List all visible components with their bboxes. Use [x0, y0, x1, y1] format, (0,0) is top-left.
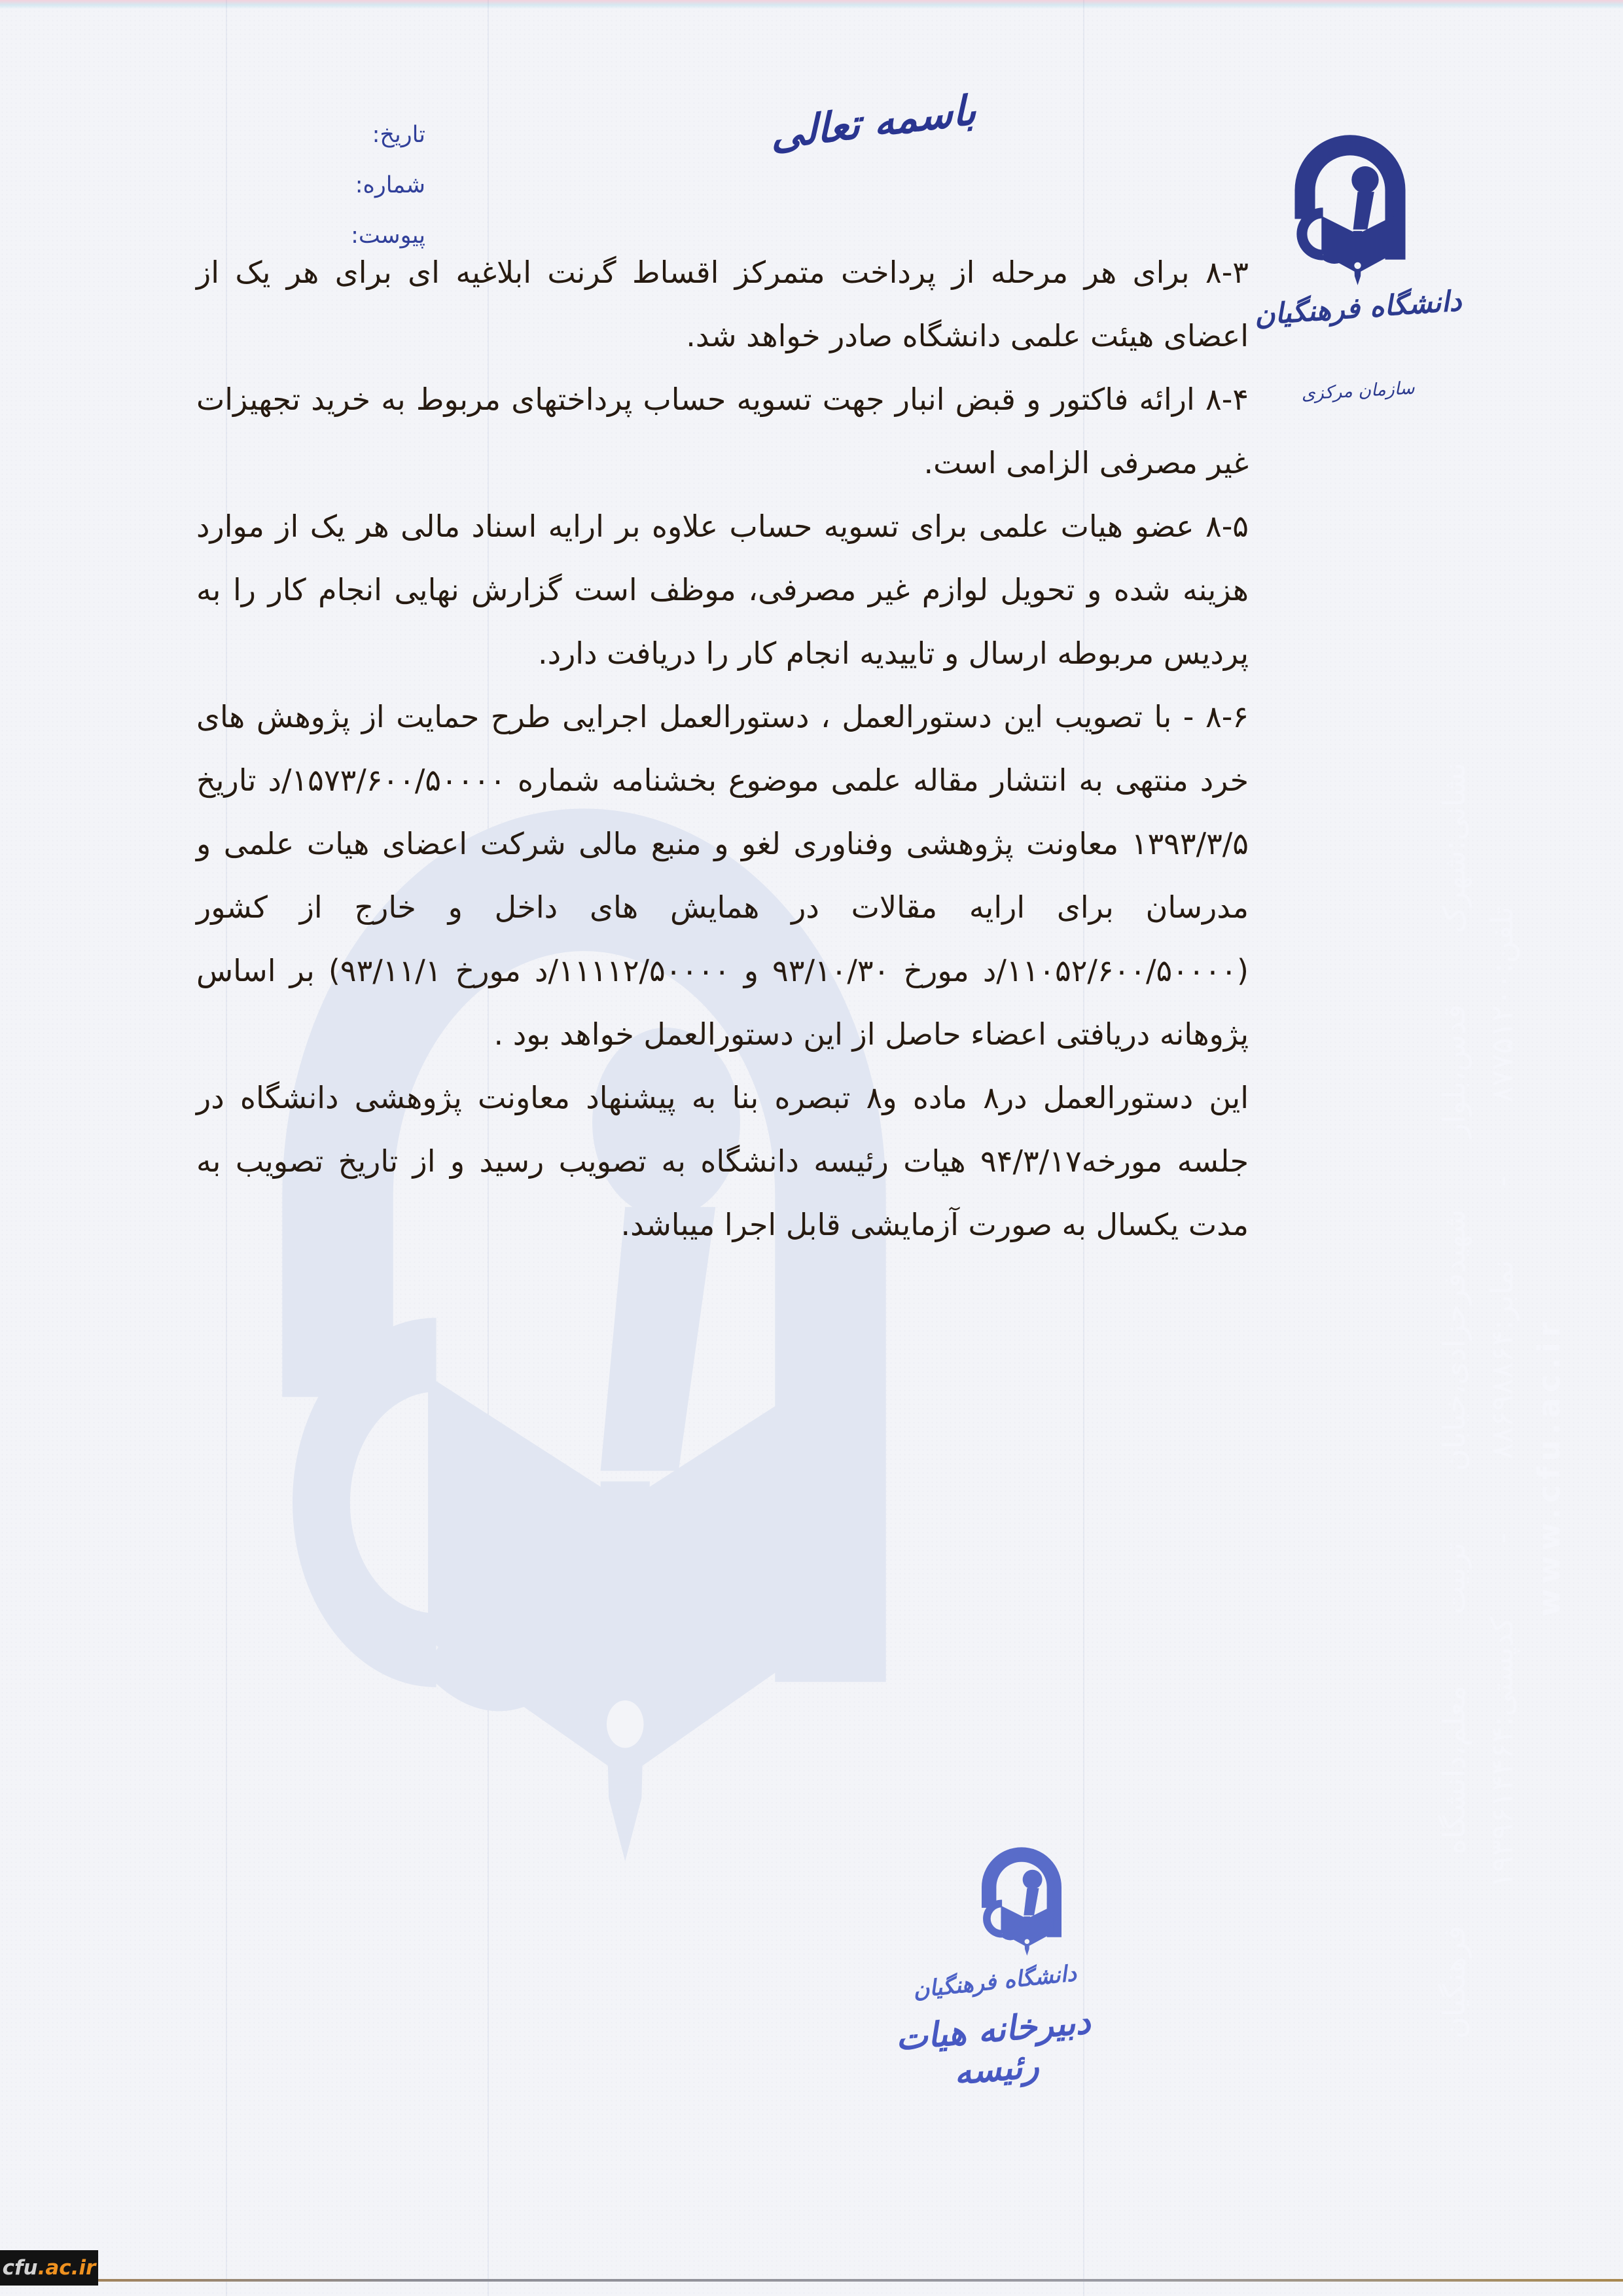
date-label: تاریخ: [372, 122, 425, 148]
stamp-university-name: دانشگاه فرهنگیان [912, 1960, 1078, 2003]
attachment-label: پیوست: [351, 223, 425, 249]
basmala-calligraphy: باسمه تعالی [770, 85, 977, 159]
stamp-secretariat-title: دبیرخانه هیات رئیسه [894, 2002, 1092, 2093]
cfu-watermark-badge [0, 2250, 98, 2286]
badge-acir-text: .ac.ir [37, 2256, 96, 2280]
letter-body [196, 241, 1249, 1257]
scan-edge-artifact [0, 0, 1623, 9]
closing-paragraph: این دستورالعمل در۸ ماده و۸ تبصره بنا به پیشنهاد معاونت پژوهشی دانشگاه در جلسه مورخه۹۴/۳/۱۷ هیات رئیسه دانشگاه به تصویب رسید و از تاریخ تصویب به مدت یکسال به صورت آزمایشی قابل اجرا میباشد. [196, 1080, 1249, 1242]
clause-8-6: ۸-۶ - با تصویب این دستورالعمل ، دستورالعمل اجرایی طرح حمایت از پژوهش های خرد منتهی به انتشار مقاله علمی موضوع بخشنامه شماره ۱۵۷۳/۶۰۰/۵۰۰۰۰/د تاریخ ۱۳۹۳/۳/۵ معاونت پژوهشی وفناوری لغو و منبع مالی شرکت اعضای هیات علمی و مدرسان برای ارایه مقالات در همایش های داخل و خارج از کشور (۱۱۰۵۲/۶۰۰/۵۰۰۰۰/د مورخ ۹۳/۱۰/۳۰ و ۱۱۱۱۲/۵۰۰۰۰/د مورخ ۹۳/۱۱/۱) بر اساس پژوهانه دریافتی اعضاء حاصل از این دستورالعمل خواهد بود . [196, 699, 1249, 1052]
clause-8-3: ۸-۳ برای هر مرحله از پرداخت متمرکز اقساط گرنت ابلاغیه ای برای هر یک از اعضای هیئت علمی دانشگاه صادر خواهد شد. [196, 255, 1249, 353]
bottom-rule [0, 2279, 1623, 2282]
number-label: شماره: [355, 172, 425, 198]
clause-8-4: ۸-۴ ارائه فاکتور و قبض انبار جهت تسویه حساب پرداختهای مربوط به خرید تجهیزات غیر مصرفی الزامی است. [196, 382, 1249, 480]
clause-8-5: ۸-۵ عضو هیات علمی برای تسویه حساب علاوه بر ارایه اسناد مالی هر یک از موارد هزینه شده و تحویل لوازم غیر مصرفی، موظف است گزارش نهایی انجام کار را به پردیس مربوطه ارسال و تاییدیه انجام کار را دریافت دارد. [196, 509, 1249, 671]
sidebar-website-url: www.cfu.ac.ir [1531, 1317, 1567, 1617]
sidebar-phone-fax-postal: تلفن:۸۷۷۵۱۲۰۰ - نمابر:۸۸۶۹۸۸۶۴ - کدپستی:۱۹۳۹۶۱۴۴۶۴ [1484, 906, 1520, 1888]
stamp-emblem-icon [967, 1826, 1076, 1957]
sidebar-address: نشانی:شهرک قدس،بلوار شهیدفرحزادی،خیابان تربیت معلم،دانشگاه فرهنگیان [1436, 762, 1472, 2039]
badge-cfu-text: cfu [2, 2256, 38, 2280]
header-fields [288, 110, 425, 261]
central-organization-label: سازمان مرکزی [1300, 378, 1416, 404]
university-name-calligraphy: دانشگاه فرهنگیان [1253, 285, 1463, 332]
university-emblem-icon [1275, 106, 1425, 287]
